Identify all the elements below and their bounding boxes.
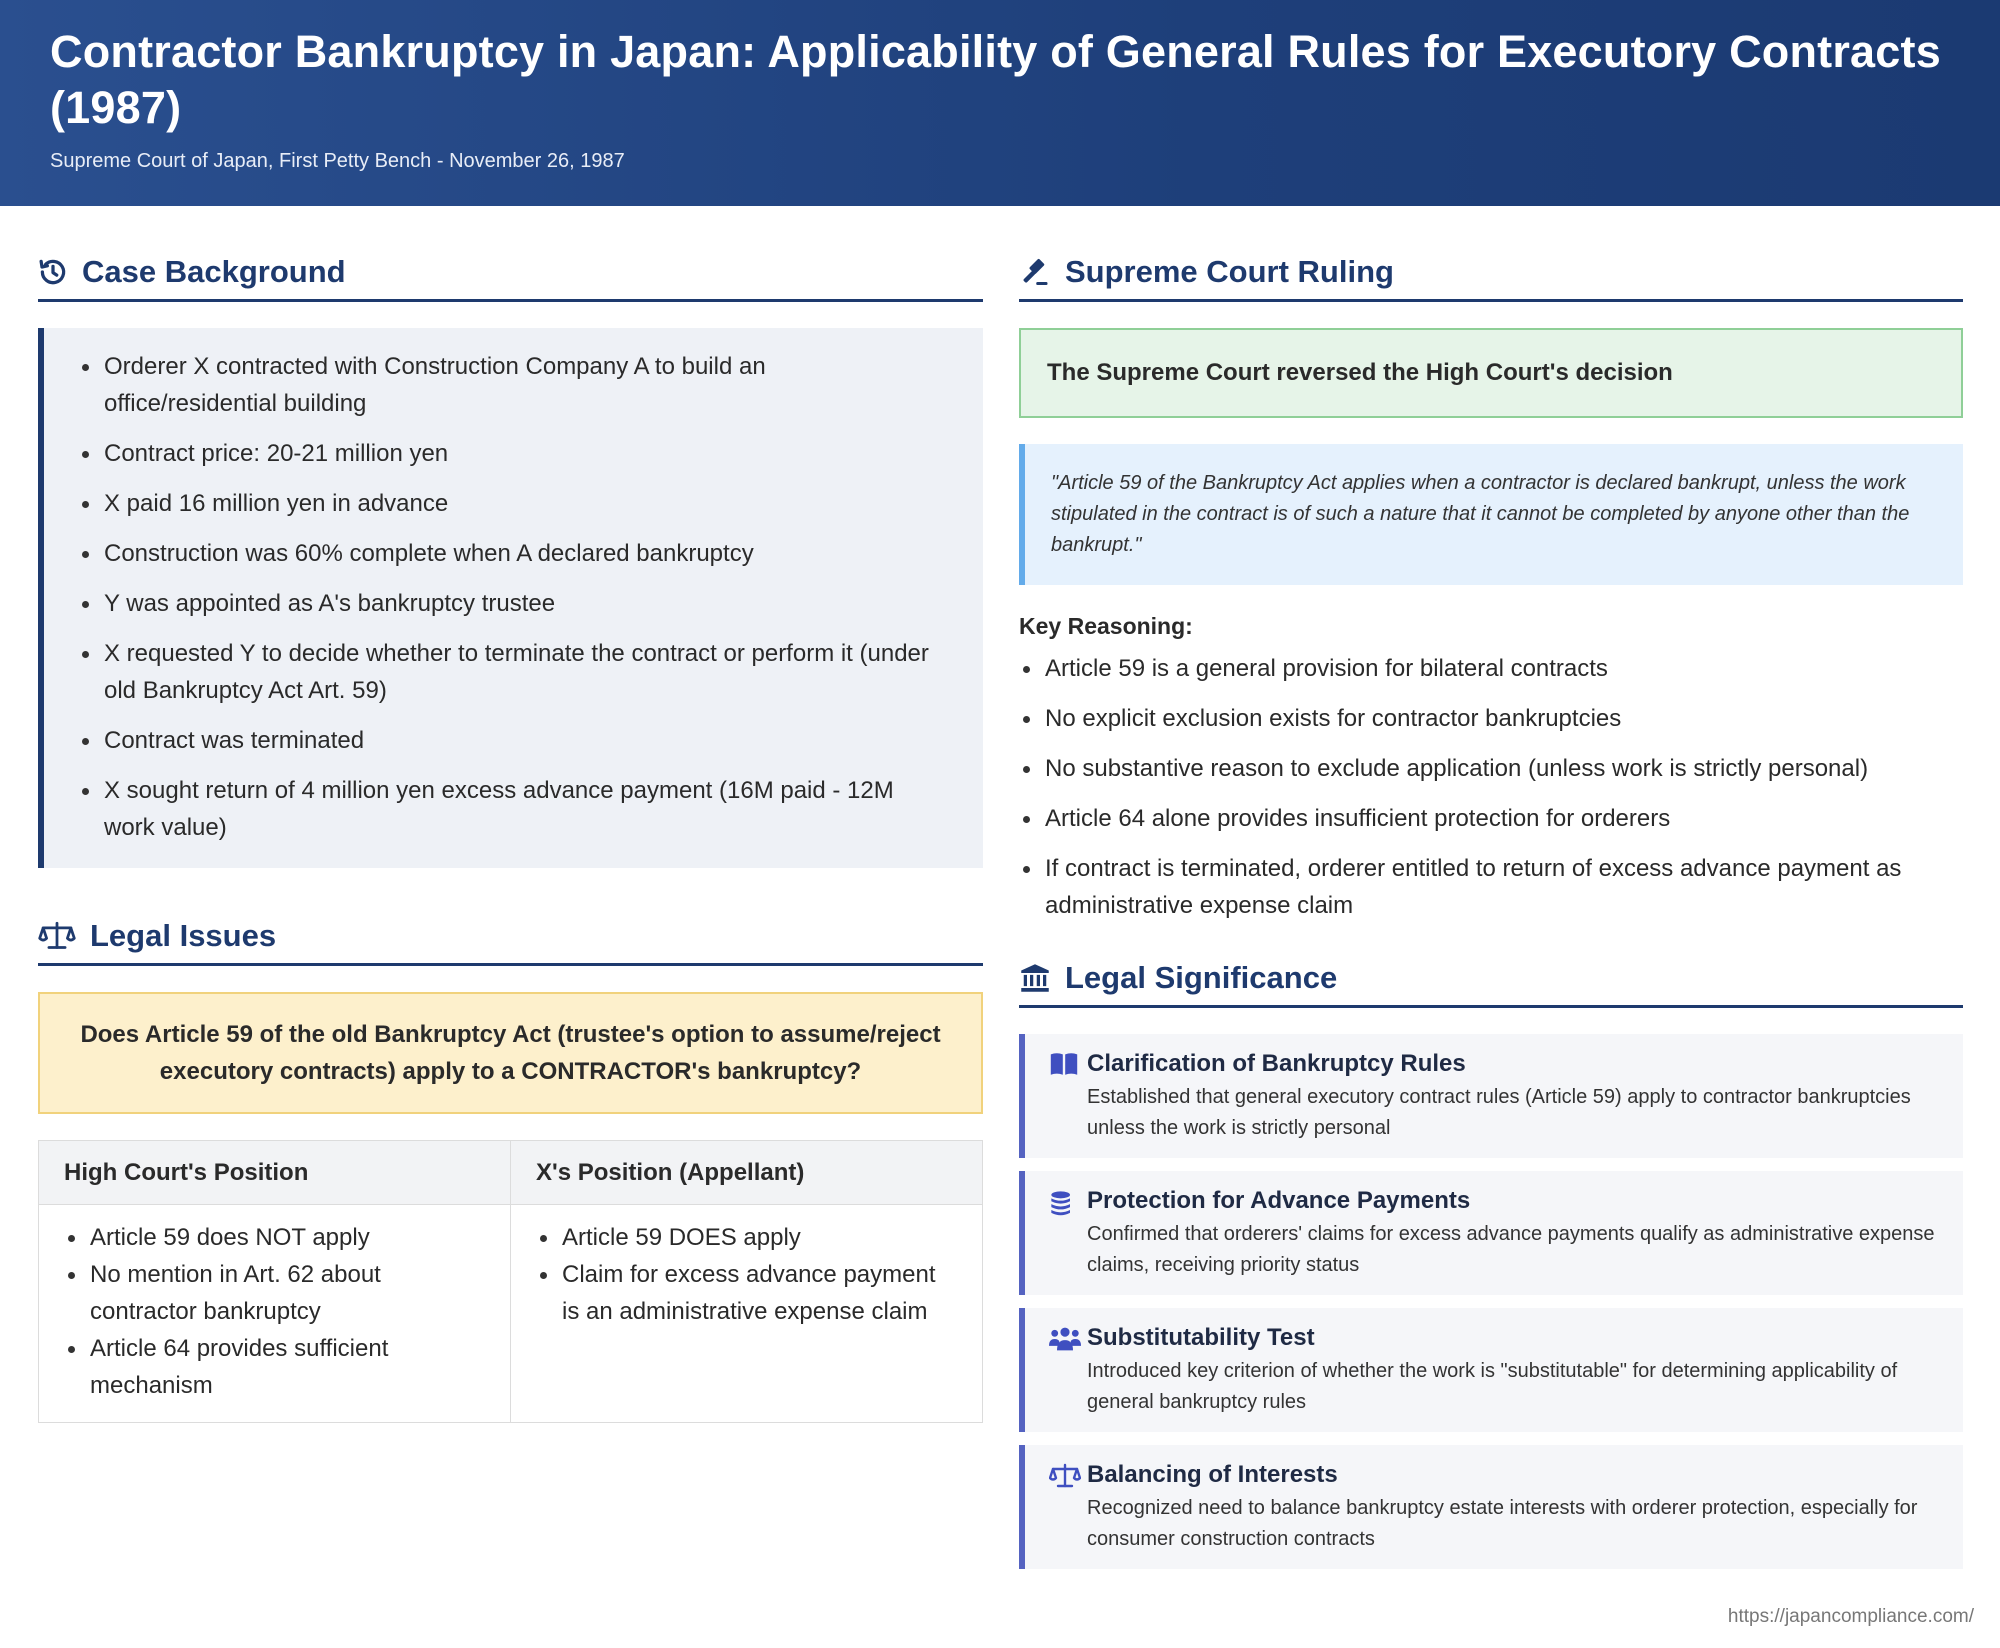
list-item: Claim for excess advance payment is an administrative expense claim — [536, 1256, 957, 1330]
page-header — [0, 0, 2000, 206]
balance-icon — [1049, 1463, 1081, 1489]
scale-icon — [38, 921, 76, 951]
list-item: X sought return of 4 million yen excess advance payment (16M paid - 12M work value) — [78, 772, 943, 846]
landmark-icon — [1019, 963, 1051, 993]
users-icon — [1049, 1326, 1081, 1352]
high-court-list — [64, 1219, 485, 1404]
legal-issues-heading — [38, 868, 983, 966]
card-title: Clarification of Bankruptcy Rules — [1087, 1050, 1466, 1077]
ruling-title: Supreme Court Ruling — [1065, 253, 1394, 289]
history-icon — [38, 257, 68, 287]
page-title: Contractor Bankruptcy in Japan: Applicability of General Rules for Executory Contracts (1987) — [50, 26, 1941, 133]
list-item: No mention in Art. 62 about contractor bankruptcy — [64, 1256, 485, 1330]
legal-question: Does Article 59 of the old Bankruptcy Act (trustee's option to assume/reject executory contracts) apply to a CONTRACTOR's bankruptcy? — [38, 992, 983, 1114]
appellant-header: X's Position (Appellant) — [510, 1141, 982, 1205]
ruling-quote: "Article 59 of the Bankruptcy Act applies when a contractor is declared bankrupt, unless the work stipulated in the contract is of such a nature that it cannot be completed by anyone other than the bankrupt." — [1019, 444, 1963, 585]
card-description: Recognized need to balance bankruptcy estate interests with orderer protection, especially for consumer construction contracts — [1087, 1497, 1918, 1550]
list-item: No explicit exclusion exists for contractor bankruptcies — [1019, 700, 1963, 737]
significance-cards — [1019, 1034, 1963, 1569]
list-item: Y was appointed as A's bankruptcy trustee — [78, 585, 943, 622]
significance-card — [1019, 1171, 1963, 1295]
list-item: If contract is terminated, orderer entitled to return of excess advance payment as administrative expense claim — [1019, 850, 1963, 924]
left-column — [38, 206, 983, 1423]
card-title: Substitutability Test — [1087, 1324, 1315, 1351]
list-item: X requested Y to decide whether to terminate the contract or perform it (under old Bankruptcy Act Art. 59) — [78, 635, 943, 709]
list-item: Article 59 DOES apply — [536, 1219, 957, 1256]
card-title: Balancing of Interests — [1087, 1461, 1338, 1488]
case-background-heading — [38, 206, 983, 302]
list-item: X paid 16 million yen in advance — [78, 485, 943, 522]
high-court-header: High Court's Position — [39, 1141, 510, 1205]
book-icon — [1049, 1052, 1079, 1076]
case-background-list — [78, 348, 943, 846]
significance-card — [1019, 1445, 1963, 1569]
gavel-icon — [1019, 257, 1051, 287]
significance-title: Legal Significance — [1065, 959, 1338, 995]
key-reasoning-list — [1019, 650, 1963, 924]
high-court-cell — [39, 1205, 510, 1422]
coins-icon — [1049, 1189, 1077, 1217]
card-description: Introduced key criterion of whether the work is "substitutable" for determining applicability of general bankruptcy rules — [1087, 1360, 1898, 1413]
legal-issues-title: Legal Issues — [90, 917, 277, 953]
key-reasoning-title: Key Reasoning: — [1019, 613, 1193, 639]
list-item: Article 64 provides sufficient mechanism — [64, 1330, 485, 1404]
case-background-title: Case Background — [82, 253, 346, 289]
card-description: Established that general executory contract rules (Article 59) apply to contractor bankruptcies unless the work is strictly personal — [1087, 1086, 1911, 1139]
card-title: Protection for Advance Payments — [1087, 1187, 1471, 1214]
list-item: Contract price: 20-21 million yen — [78, 435, 943, 472]
right-column — [1019, 206, 1963, 1569]
ruling-decision: The Supreme Court reversed the High Court's decision — [1019, 328, 1963, 418]
ruling-heading — [1019, 206, 1963, 302]
appellant-list — [536, 1219, 957, 1330]
appellant-cell — [510, 1205, 982, 1422]
list-item: Article 64 alone provides insufficient protection for orderers — [1019, 800, 1963, 837]
list-item: No substantive reason to exclude application (unless work is strictly personal) — [1019, 750, 1963, 787]
list-item: Orderer X contracted with Construction Company A to build an office/residential building — [78, 348, 943, 422]
positions-table — [38, 1140, 983, 1423]
list-item: Article 59 is a general provision for bilateral contracts — [1019, 650, 1963, 687]
card-description: Confirmed that orderers' claims for excess advance payments qualify as administrative expense claims, receiving priority status — [1087, 1223, 1935, 1276]
significance-heading — [1019, 924, 1963, 1008]
list-item: Article 59 does NOT apply — [64, 1219, 485, 1256]
footer-url[interactable]: https://japancompliance.com/ — [1727, 1606, 1974, 1627]
page-subtitle: Supreme Court of Japan, First Petty Bench - November 26, 1987 — [50, 150, 625, 172]
list-item: Contract was terminated — [78, 722, 943, 759]
significance-card — [1019, 1308, 1963, 1432]
case-background-box — [38, 328, 983, 868]
significance-card — [1019, 1034, 1963, 1158]
list-item: Construction was 60% complete when A declared bankruptcy — [78, 535, 943, 572]
